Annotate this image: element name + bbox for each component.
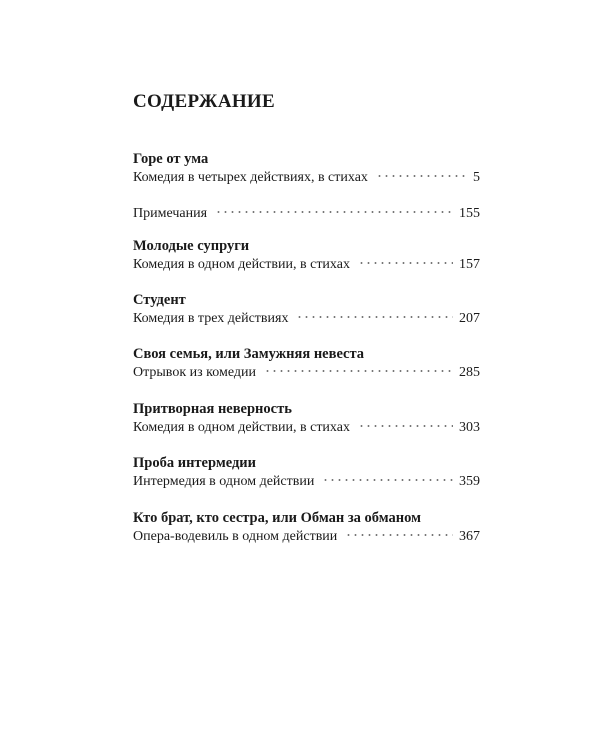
toc-entry-subtitle: Опера-водевиль в одном действии	[133, 529, 338, 544]
toc-entry-subtitle: Отрывок из комедии	[133, 365, 256, 380]
dot-leader	[264, 369, 453, 373]
dot-leader	[345, 533, 453, 537]
toc-entry-heading: Кто брат, кто сестра, или Обман за обманом	[133, 510, 421, 526]
toc-page-number: 5	[473, 170, 480, 185]
toc-entry-line	[133, 205, 480, 223]
toc-entry-subtitle: Комедия в одном действии, в стихах	[133, 420, 350, 435]
toc-page-number: 155	[459, 206, 480, 221]
toc-entry-subtitle: Интермедия в одном действии	[133, 474, 315, 489]
toc-entry-subtitle: Примечания	[133, 206, 208, 221]
toc-entry	[133, 509, 480, 544]
toc-entry-heading: Своя семья, или Замужняя невеста	[133, 346, 365, 362]
toc-entry-line	[133, 528, 480, 546]
toc-page-number: 285	[459, 365, 480, 380]
toc-entry	[133, 454, 480, 489]
dot-leader	[215, 210, 453, 214]
toc-entry-line	[133, 256, 480, 274]
toc-entry-subtitle: Комедия в одном действии, в стихах	[133, 257, 350, 272]
dot-leader	[376, 174, 467, 178]
toc-page-number: 157	[459, 257, 480, 272]
toc-entry-heading: Притворная неверность	[133, 401, 292, 417]
toc-entry-line	[133, 310, 480, 328]
dot-leader	[358, 261, 453, 265]
toc-entry	[133, 345, 480, 380]
toc-page-number: 303	[459, 420, 480, 435]
toc-entry-heading: Молодые супруги	[133, 238, 250, 254]
toc-entry-subtitle: Комедия в трех действиях	[133, 311, 289, 326]
toc-entry	[133, 150, 480, 185]
toc-page-number: 367	[459, 529, 480, 544]
dot-leader	[322, 478, 453, 482]
dot-leader	[358, 424, 453, 428]
toc-entry-line	[133, 364, 480, 382]
toc-entry	[133, 205, 480, 233]
dot-leader	[296, 315, 453, 319]
toc-entry	[133, 400, 480, 435]
toc-entry-line	[133, 473, 480, 491]
toc-entry-subtitle: Комедия в четырех действиях, в стихах	[133, 170, 368, 185]
toc-entry	[133, 237, 480, 272]
toc-entry-line	[133, 419, 480, 437]
toc-entry-line	[133, 169, 480, 187]
toc-entry-heading: Студент	[133, 292, 186, 308]
toc-page-number: 207	[459, 311, 480, 326]
toc-entry	[133, 291, 480, 326]
toc-entry-heading: Горе от ума	[133, 151, 209, 167]
toc-page-number: 359	[459, 474, 480, 489]
page-title: СОДЕРЖАНИЕ	[133, 91, 275, 112]
toc-entry-heading: Проба интермедии	[133, 455, 256, 471]
